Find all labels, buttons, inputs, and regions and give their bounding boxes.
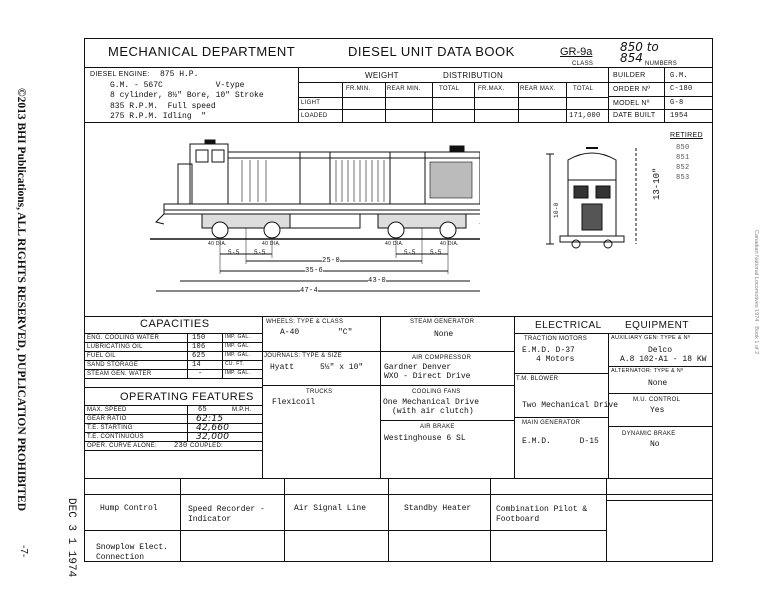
air-comp-label: AIR COMPRESSOR: [412, 355, 472, 361]
aux-gen-line-1: Delco: [648, 346, 673, 355]
capacities-title: CAPACITIES: [140, 318, 210, 330]
weight-group-label: WEIGHT: [365, 71, 399, 80]
distribution-group-label: DISTRIBUTION: [443, 71, 504, 80]
air-brake-value: Westinghouse 6 SL: [384, 434, 466, 443]
trucks-value: Flexicoil: [272, 398, 316, 407]
cooling-line-1: One Mechanical Drive: [383, 398, 480, 407]
dim-over-all: 47-4: [300, 287, 319, 295]
loaded-total: 171,000: [569, 112, 601, 120]
col-fr-max: FR.MAX.: [478, 86, 505, 92]
op-value-2: 42,660: [196, 423, 230, 433]
unit-numbers: 850 to 854: [620, 40, 659, 65]
col-total-2: TOTAL: [573, 86, 594, 92]
extra-standby-heater: Standby Heater: [404, 504, 472, 513]
main-gen-value: E.M.D. D-15: [522, 437, 599, 446]
book-title: DIESEL UNIT DATA BOOK: [348, 44, 515, 59]
row-light: LIGHT: [301, 100, 321, 106]
extra-air-signal: Air Signal Line: [294, 504, 367, 513]
op-label-1: GEAR RATIO: [87, 416, 127, 422]
order-value: C-180: [670, 85, 693, 93]
dim-axle-2: 5-5: [254, 249, 266, 256]
steam-gen-value: None: [434, 330, 454, 339]
oper-curve-value: 230: [174, 442, 188, 450]
traction-line-2: 4 Motors: [536, 355, 575, 364]
retired-852: 852: [676, 164, 690, 172]
alternator-label: ALTERNATOR: TYPE & Nº: [611, 368, 684, 374]
wheels-type: A-40: [280, 328, 300, 337]
op-label-0: MAX. SPEED: [87, 407, 127, 413]
engine-line-3: 835 R.P.M. Full speed: [110, 102, 216, 111]
cap-value-0: 150: [192, 334, 206, 342]
col-rear-min: REAR MIN.: [387, 86, 421, 92]
builder-label: BUILDER: [613, 72, 646, 79]
journal-type: Hyatt: [270, 363, 295, 372]
retired-850: 850: [676, 144, 690, 152]
wheels-label: WHEELS: TYPE & CLASS: [266, 319, 344, 325]
mu-control-label: M.U. CONTROL: [633, 397, 681, 403]
wheel-dia-1: 40 DIA.: [208, 241, 227, 247]
engine-label: DIESEL ENGINE:: [90, 71, 150, 78]
op-value-0: 65: [198, 406, 208, 414]
dynamic-brake-value: No: [650, 440, 660, 449]
op-value-1: 62:15: [196, 414, 224, 424]
traction-line-1: E.M.D. D-37: [522, 346, 575, 355]
main-gen-label: MAIN GENERATOR: [522, 420, 581, 426]
journals-label: JOURNALS: TYPE & SIZE: [264, 353, 342, 359]
retired-851: 851: [676, 154, 690, 162]
col-rear-max: REAR MAX.: [520, 86, 556, 92]
dim-over-centers: 35-6: [305, 267, 324, 275]
op-value-3: 32,000: [196, 432, 230, 442]
air-brake-label: AIR BRAKE: [420, 424, 455, 430]
extra-hump-control: Hump Control: [100, 504, 158, 513]
order-label: ORDER Nº: [613, 86, 651, 93]
steam-gen-label: STEAM GENERATOR: [410, 319, 475, 325]
cap-unit-4: IMP. GAL.: [225, 370, 251, 376]
tm-blower-value: Two Mechanical Drive: [522, 401, 619, 410]
tm-blower-label: T.M. BLOWER: [516, 376, 559, 382]
aux-gen-label: AUXILIARY GEN: TYPE & Nº: [611, 335, 691, 341]
cap-label-3: SAND STORAGE: [87, 362, 139, 368]
class-code: GR-9a: [560, 46, 593, 58]
alternator-value: None: [648, 379, 668, 388]
model-label: MODEL Nº: [613, 100, 650, 107]
col-fr-min: FR.MIN.: [346, 86, 371, 92]
air-comp-line-2: WXO - Direct Drive: [384, 372, 471, 381]
extra-speed-recorder: Speed Recorder - Indicator: [188, 505, 265, 524]
cap-value-1: 106: [192, 343, 206, 351]
trucks-label: TRUCKS: [306, 389, 333, 395]
department-title: MECHANICAL DEPARTMENT: [108, 44, 296, 59]
engine-line-1: G.M. - 567C V-type: [110, 81, 245, 90]
wheel-dia-4: 40 DIA.: [440, 241, 459, 247]
builder-value: G.M.: [670, 72, 689, 80]
date-built-value: 1954: [670, 112, 689, 120]
dim-over-couplers: 43-0: [368, 277, 387, 285]
coupled-label: COUPLED:: [190, 443, 224, 449]
locomotive-end-elevation: [540, 140, 650, 255]
locomotive-side-elevation: [150, 128, 480, 303]
cap-value-2: 625: [192, 352, 206, 360]
source-note: Canadian National Locomotives 1974 · Book 1 of 2: [753, 230, 759, 355]
operating-title: OPERATING FEATURES: [120, 391, 254, 403]
class-label: CLASS: [572, 61, 594, 67]
air-comp-line-1: Gardner Denver: [384, 363, 452, 372]
date-stamp: DEC 3 1 1974: [65, 498, 77, 578]
wheel-dia-2: 40 DIA.: [262, 241, 281, 247]
numbers-label: NUMBERS: [645, 61, 678, 67]
dim-axle-4: 5-5: [430, 249, 442, 256]
cap-unit-1: IMP. GAL.: [225, 343, 251, 349]
equipment-title: EQUIPMENT: [625, 320, 689, 331]
page-number: -7-: [18, 545, 29, 558]
dynamic-brake-label: DYNAMIC BRAKE: [622, 431, 676, 437]
cap-label-0: ENG. COOLING WATER: [87, 335, 160, 341]
cap-value-3: 14: [192, 361, 202, 369]
engine-hp: 875 H.P.: [160, 70, 199, 79]
cooling-line-2: (with air clutch): [392, 407, 474, 416]
extra-combination-pilot: Combination Pilot & Footboard: [496, 505, 588, 524]
retired-label: RETIRED: [670, 132, 703, 139]
cap-label-4: STEAM GEN. WATER: [87, 371, 152, 377]
aux-gen-line-2: A.8 102-A1 - 18 KW: [620, 355, 707, 364]
journal-size: 5½" x 10": [320, 363, 364, 372]
dim-truck-centers: 25-0: [322, 257, 341, 265]
col-total-1: TOTAL: [439, 86, 460, 92]
cap-label-1: LUBRICATING OIL: [87, 344, 143, 350]
traction-label: TRACTION MOTORS: [524, 336, 588, 342]
cap-unit-3: CU. FT.: [225, 361, 245, 367]
dim-axle-1: 5-5: [228, 249, 240, 256]
engine-line-4: 275 R.P.M. Idling ": [110, 112, 207, 121]
mu-control-value: Yes: [650, 406, 665, 415]
copyright-notice: ©2013 BHI Publications, ALL RIGHTS RESERVED, DUPLICATION PROHIBITED: [15, 88, 27, 512]
cap-unit-0: IMP. GAL.: [225, 334, 251, 340]
wheels-class: "C": [338, 328, 353, 337]
date-built-label: DATE BUILT: [613, 112, 656, 119]
dim-width: 10-0: [553, 202, 560, 218]
engine-line-2: 8 cylinder, 8½" Bore, 10" Stroke: [110, 91, 264, 100]
op-label-3: T.E. CONTINUOUS: [87, 434, 144, 440]
oper-curve-label: OPER. CURVE ALONE:: [87, 443, 157, 449]
bottom-frame: [84, 478, 713, 562]
row-loaded: LOADED: [301, 113, 328, 119]
extra-snowplow: Snowplow Elect. Connection: [96, 543, 169, 562]
cap-value-4: -: [198, 370, 203, 378]
dim-axle-3: 5-5: [404, 249, 416, 256]
retired-853: 853: [676, 174, 690, 182]
cap-unit-2: IMP. GAL.: [225, 352, 251, 358]
wheel-dia-3: 40 DIA.: [385, 241, 404, 247]
cooling-fans-label: COOLING FANS: [412, 389, 461, 395]
dim-height: 13-10": [652, 167, 662, 200]
electrical-title: ELECTRICAL: [535, 320, 602, 331]
op-label-2: T.E. STARTING: [87, 425, 133, 431]
cap-label-2: FUEL OIL: [87, 353, 116, 359]
op-unit-0: M.P.H.: [232, 407, 252, 413]
model-value: G-8: [670, 99, 684, 107]
